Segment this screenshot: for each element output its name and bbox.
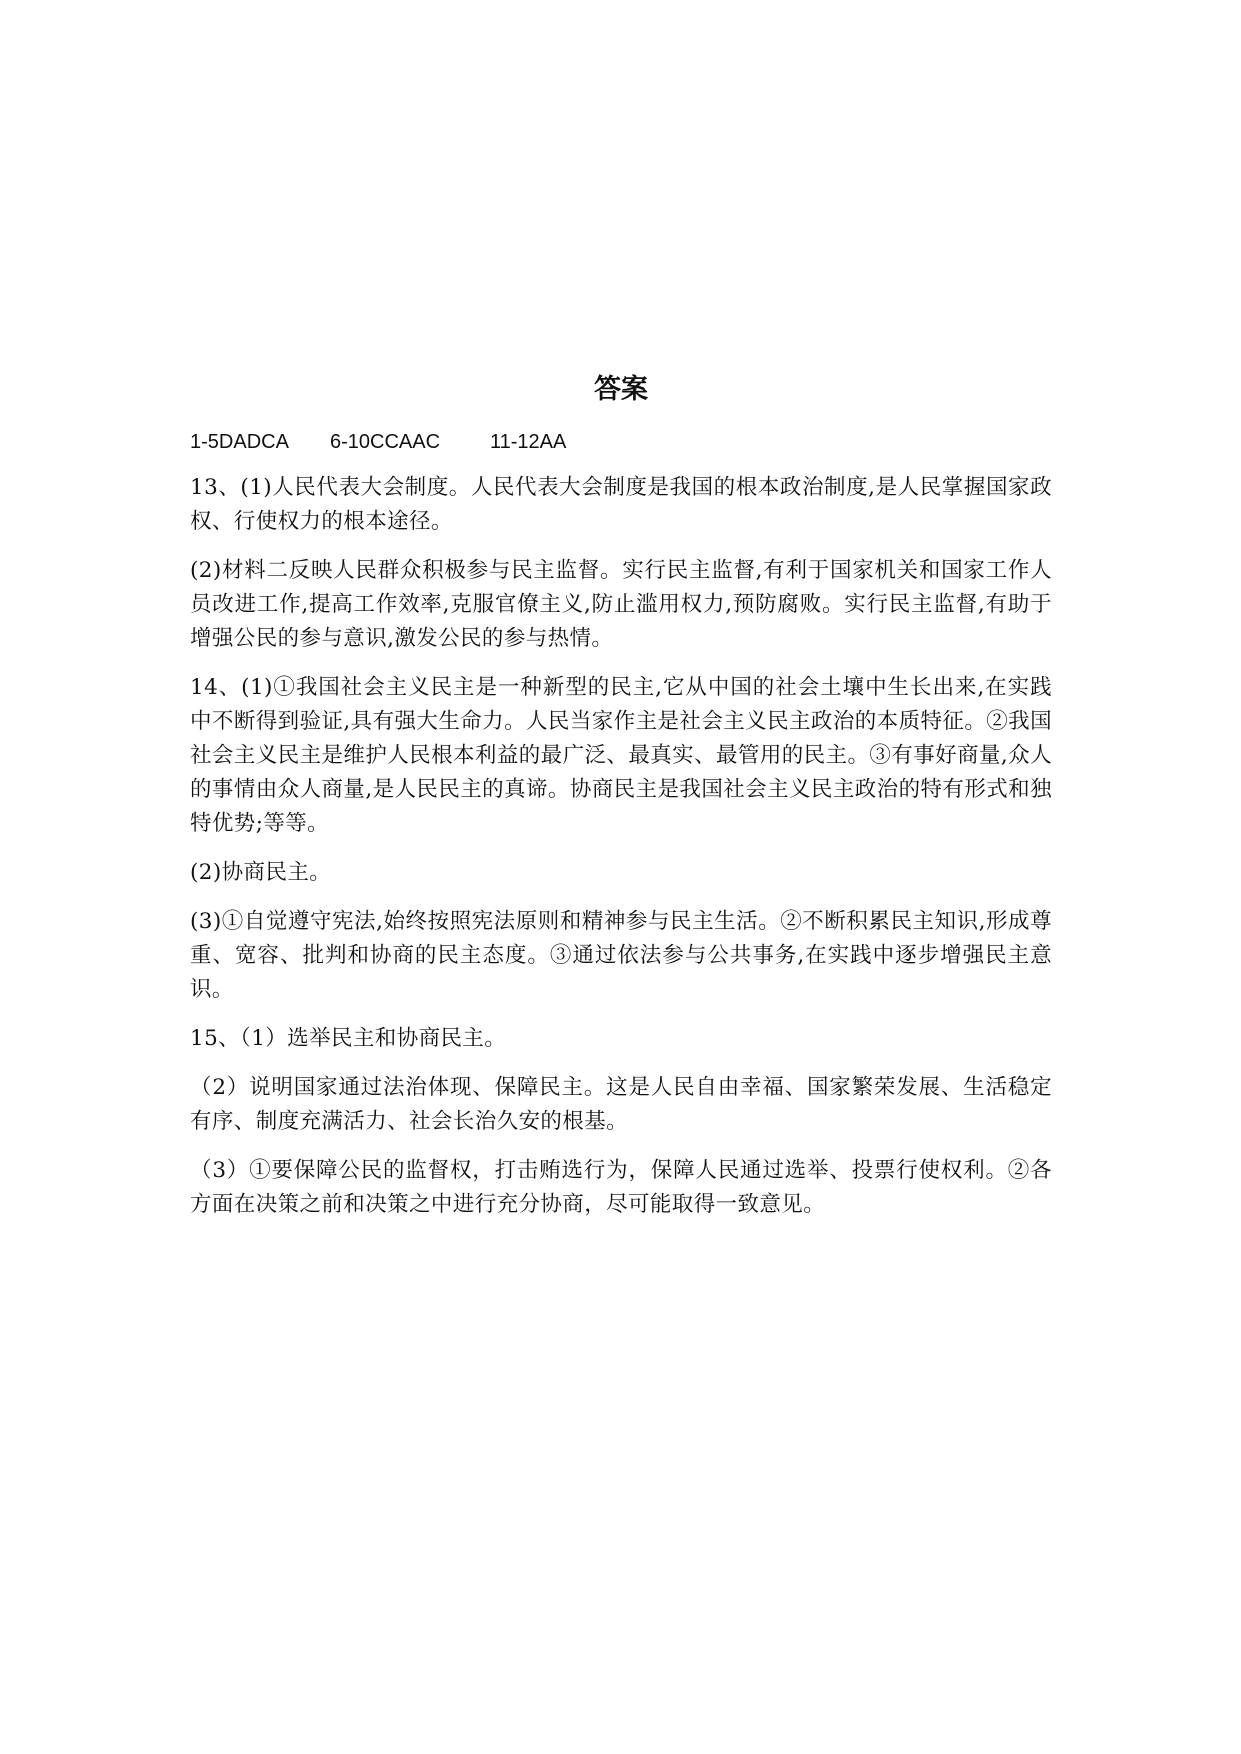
multiple-choice-answers [190, 428, 1052, 456]
answer-14-3: (3)①自觉遵守宪法,始终按照宪法原则和精神参与民主生活。②不断积累民主知识,形成尊重、宽容、批判和协商的民主态度。③通过依法参与公共事务,在实践中逐步增强民主意识。 [190, 909, 1052, 1002]
page-title: 答案 [594, 374, 648, 405]
mc-answer-11-12: 11-12AA [490, 431, 567, 453]
answer-13-2: (2)材料二反映人民群众积极参与民主监督。实行民主监督,有利于国家机关和国家工作人员改进工作,提高工作效率,克服官僚主义,防止滥用权力,预防腐败。实行民主监督,有助于增强公民的参与意识,激发公民的参与热情。 [190, 558, 1052, 651]
answer-14-1: 14、(1)①我国社会主义民主是一种新型的民主,它从中国的社会土壤中生长出来,在实践中不断得到验证,具有强大生命力。人民当家作主是社会主义民主政治的本质特征。②我国社会主义民主是维护人民根本利益的最广泛、最真实、最管用的民主。③有事好商量,众人的事情由众人商量,是人民民主的真谛。协商民主是我国社会主义民主政治的特有形式和独特优势;等等。 [190, 675, 1052, 836]
answer-15-1: 15、（1）选举民主和协商民主。 [190, 1026, 507, 1051]
answer-13-1: 13、(1)人民代表大会制度。人民代表大会制度是我国的根本政治制度,是人民掌握国家政权、行使权力的根本途径。 [190, 475, 1052, 534]
answer-14-2: (2)协商民主。 [190, 860, 332, 885]
answer-15-2: （2）说明国家通过法治体现、保障民主。这是人民自由幸福、国家繁荣发展、生活稳定有序、制度充满活力、社会长治久安的根基。 [190, 1075, 1052, 1134]
mc-answer-1-5: 1-5DADCA [190, 431, 289, 453]
mc-answer-6-10: 6-10CCAAC [330, 431, 441, 453]
answer-15-3: （3）①要保障公民的监督权，打击贿选行为，保障人民通过选举、投票行使权利。②各方面在决策之前和决策之中进行充分协商，尽可能取得一致意见。 [190, 1158, 1052, 1217]
answer-sheet [190, 372, 1052, 1237]
